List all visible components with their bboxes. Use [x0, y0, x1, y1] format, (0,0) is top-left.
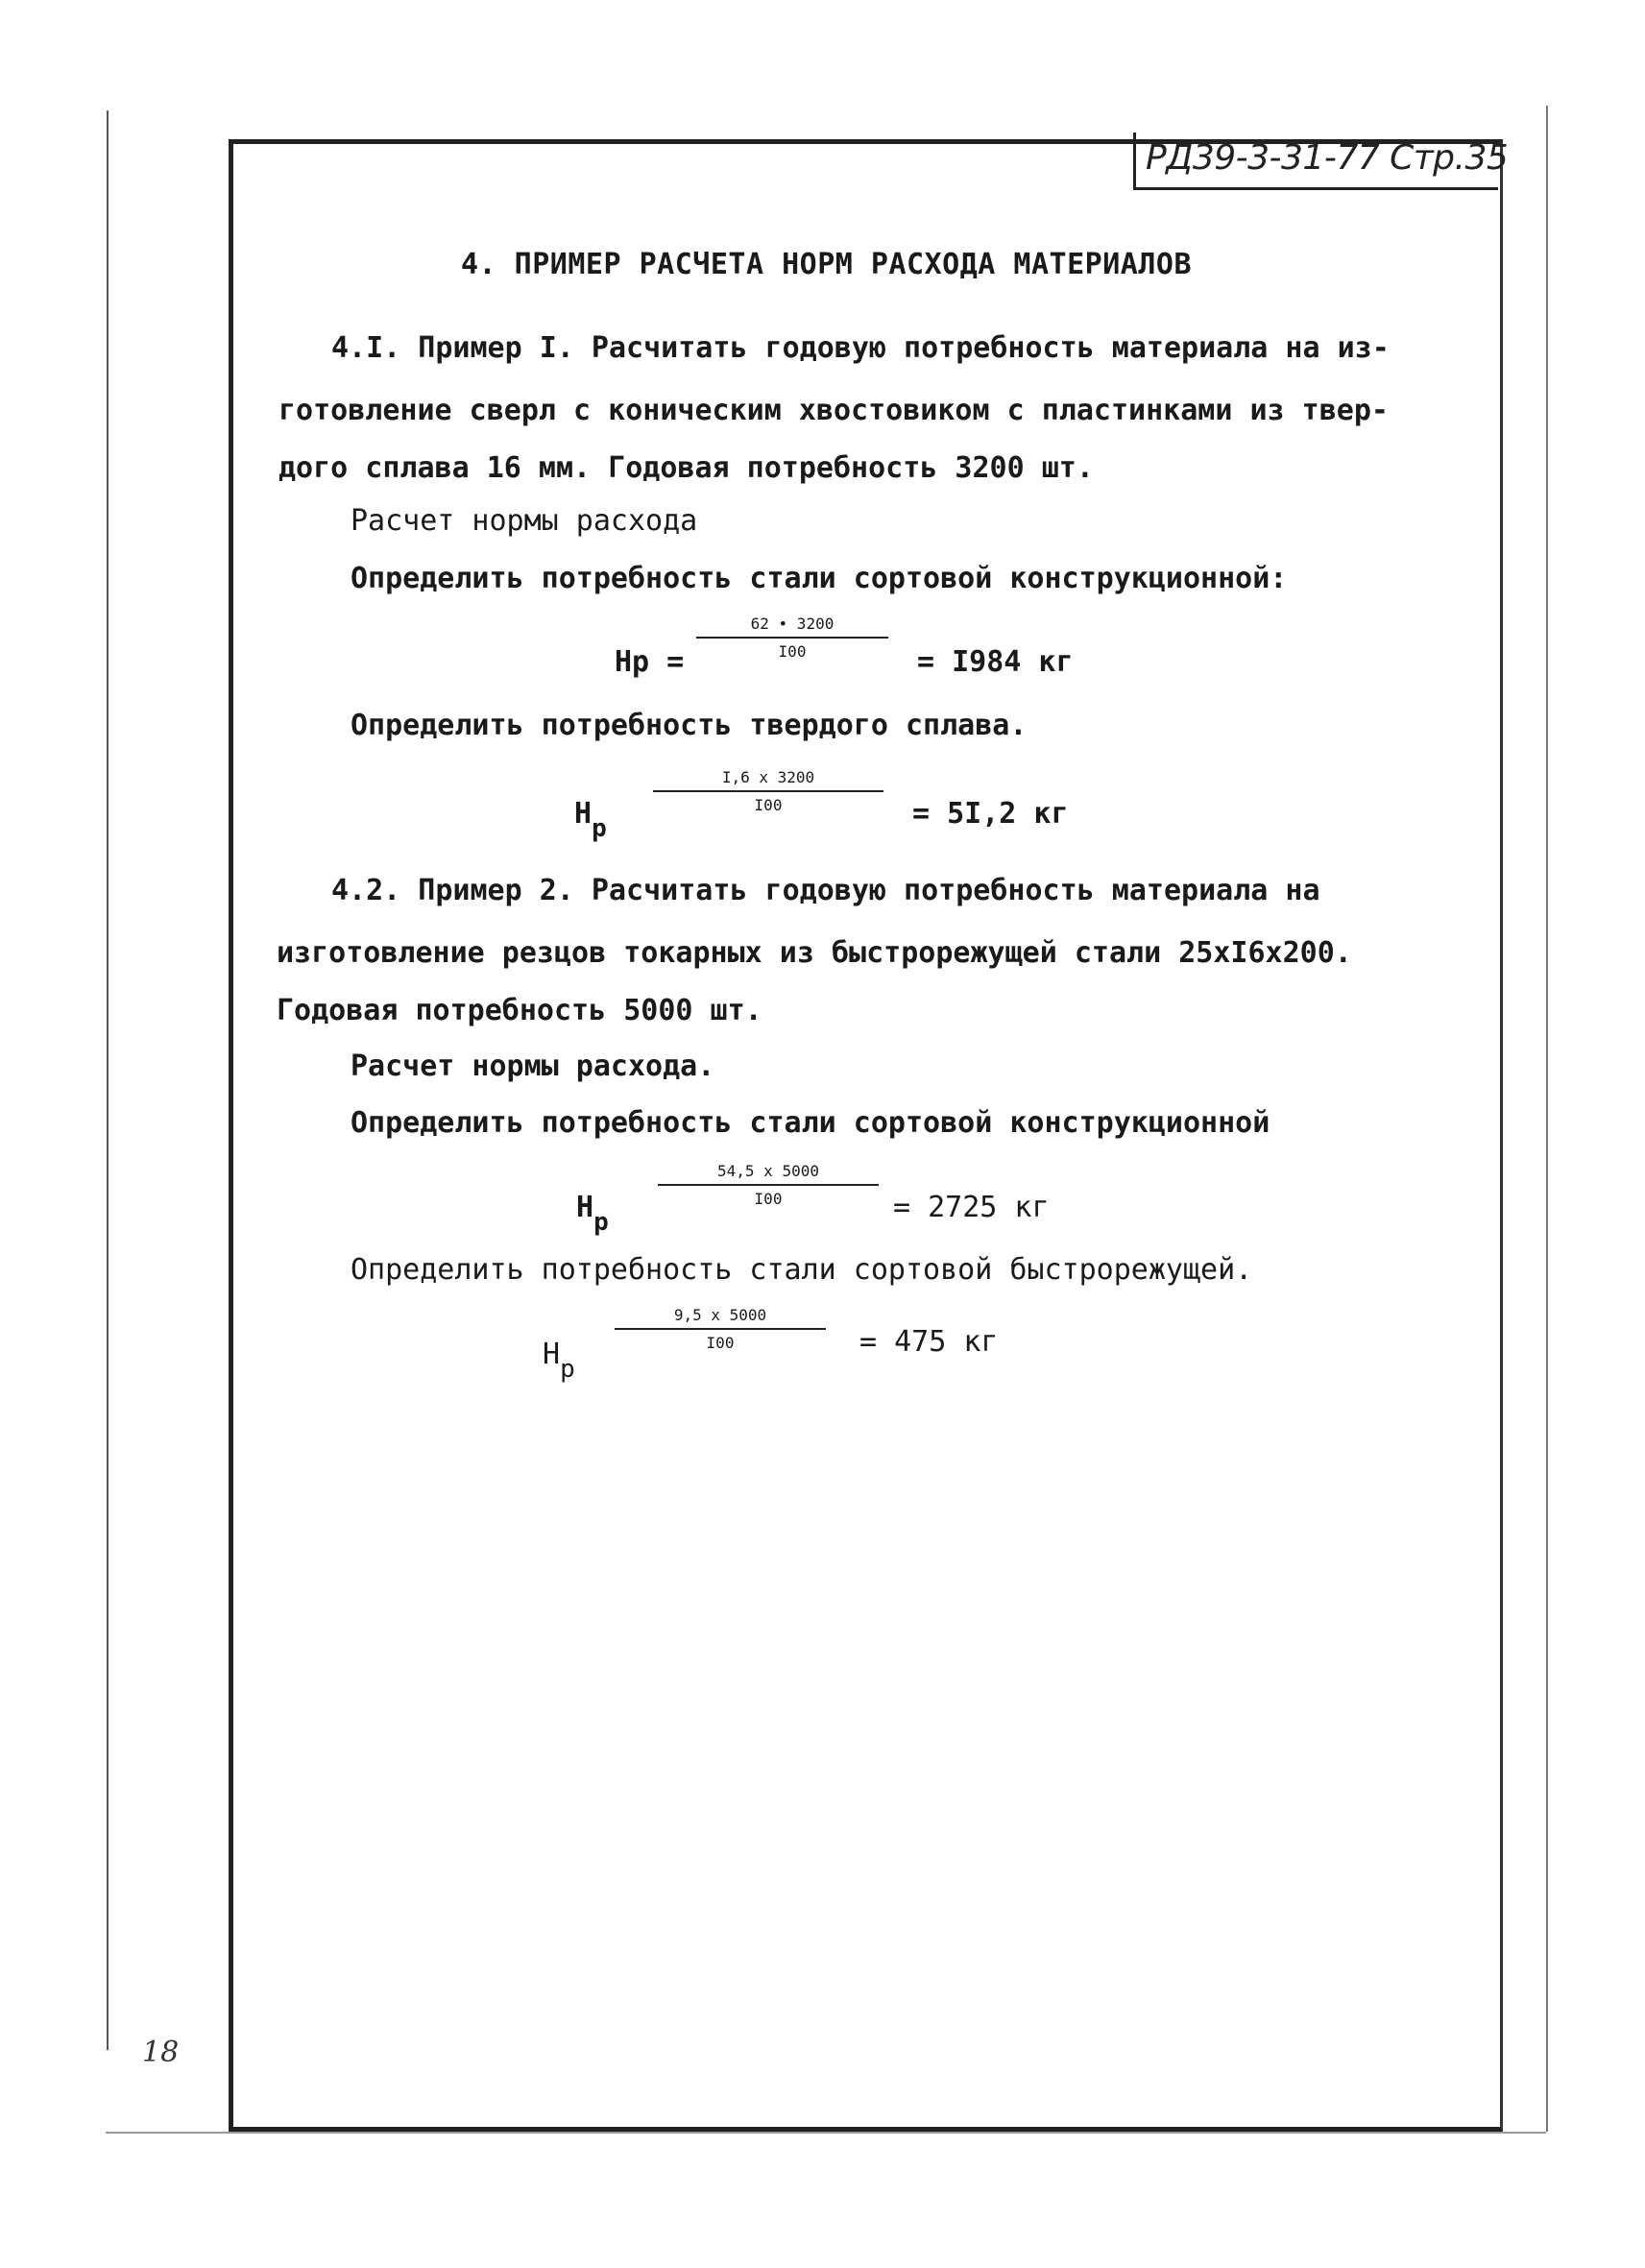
- section-title: 4. ПРИМЕР РАСЧЕТА НОРМ РАСХОДА МАТЕРИАЛОВ: [461, 248, 1193, 281]
- formula1-label: Нр =: [615, 645, 685, 679]
- formula4-denominator: I00: [706, 1334, 735, 1352]
- example1-calc-heading: Расчет нормы расхода: [351, 504, 698, 538]
- document-code: РД39-3-31-77 Стр.35: [1133, 133, 1498, 190]
- formula2-result: = 5I,2 кг: [912, 797, 1069, 831]
- formula4-label-sub: р: [560, 1355, 575, 1384]
- scan-edge-left: [107, 110, 109, 2050]
- formula1-fraction: [696, 615, 888, 661]
- example2-line2: изготовление резцов токарных из быстрорежущей стали 25хI6х200.: [277, 936, 1352, 970]
- example2-line1: 4.2. Пример 2. Расчитать годовую потребность материала на: [331, 874, 1320, 907]
- formula3-fraction: [658, 1162, 879, 1208]
- formula3-result: = 2725 кг: [893, 1191, 1050, 1224]
- formula4-numerator: 9,5 х 5000: [673, 1306, 767, 1324]
- example2-line3: Годовая потребность 5000 шт.: [277, 994, 762, 1027]
- example2-step1: Определить потребность стали сортовой конструкционной: [351, 1106, 1270, 1140]
- formula2-fraction: [653, 768, 883, 814]
- scan-edge-right: [1546, 106, 1548, 2132]
- formula1-result: = I984 кг: [917, 645, 1074, 679]
- example1-step1: Определить потребность стали сортовой конструкционной:: [351, 562, 1288, 595]
- formula2-label-main: Н: [574, 797, 593, 831]
- formula2-denominator: I00: [754, 796, 783, 814]
- example1-line3: дого сплава 16 мм. Годовая потребность 3200 шт.: [278, 451, 1094, 485]
- example2-calc-heading: Расчет нормы расхода.: [351, 1050, 715, 1083]
- formula3-denominator: I00: [754, 1190, 783, 1208]
- formula4-fraction: [615, 1306, 826, 1352]
- formula1-numerator: 62 • 3200: [750, 615, 835, 633]
- page-number: 18: [142, 2036, 180, 2069]
- formula3-numerator: 54,5 х 5000: [717, 1162, 819, 1180]
- formula4-label: [543, 1338, 575, 1384]
- formula4-result: = 475 кг: [859, 1325, 999, 1359]
- formula3-label-main: Н: [576, 1191, 594, 1224]
- formula2-label-sub: р: [592, 814, 607, 843]
- example2-step2: Определить потребность стали сортовой быстрорежущей.: [351, 1253, 1253, 1287]
- formula1-denominator: I00: [778, 642, 807, 661]
- formula3-label: [576, 1191, 609, 1237]
- formula4-label-main: Н: [543, 1338, 561, 1371]
- example1-line1: 4.I. Пример I. Расчитать годовую потребность материала на из-: [331, 331, 1390, 365]
- scan-edge-bottom: [106, 2132, 1546, 2134]
- formula2-numerator: I,6 х 3200: [721, 768, 815, 786]
- formula2-label: [574, 797, 607, 843]
- formula3-label-sub: р: [593, 1208, 609, 1237]
- example1-line2: готовление сверл с коническим хвостовиком с пластинками из твер-: [278, 394, 1389, 427]
- example1-step2: Определить потребность твердого сплава.: [351, 709, 1028, 742]
